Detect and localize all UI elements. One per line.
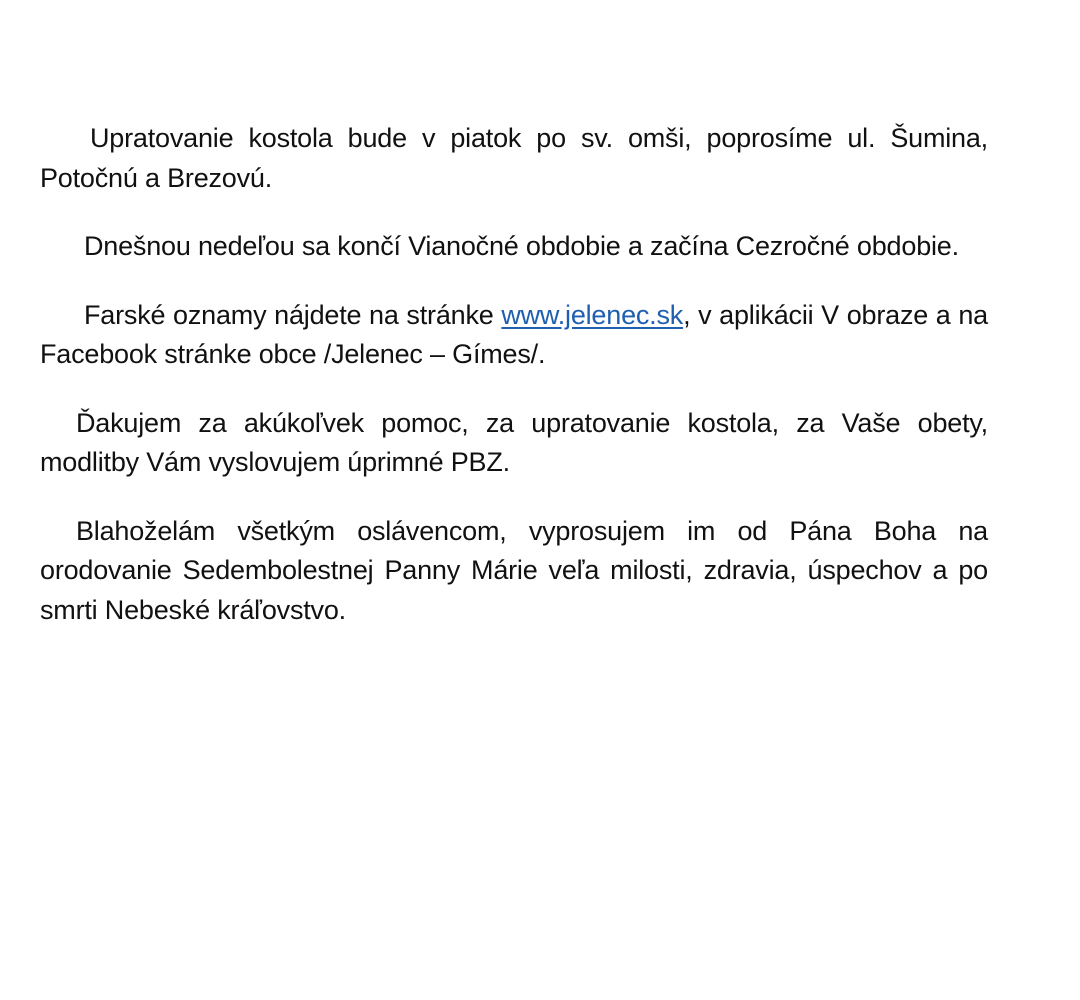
announcements-document	[40, 119, 988, 659]
announcement-where-to-find-text-before: Farské oznamy nájdete na stránke	[84, 299, 502, 330]
announcement-where-to-find	[40, 296, 988, 375]
announcement-thanks: Ďakujem za akúkoľvek pomoc, za upratovanie kostola, za Vaše obety, modlitby Vám vyslovujem úprimné PBZ.	[40, 407, 988, 477]
announcement-congratulations: Blahoželám všetkým oslávencom, vyprosujem im od Pána Boha na orodovanie Sedembolestnej Panny Márie veľa milosti, zdravia, úspechov a po smrti Nebeské kráľovstvo.	[40, 515, 988, 625]
announcement-where-to-find-text-after: , v aplikácii V obraze a na Facebook stránke obce /Jelenec – Gímes/.	[40, 299, 988, 369]
announcement-season: Dnešnou nedeľou sa končí Vianočné obdobie a začína Cezročné obdobie.	[84, 231, 959, 261]
announcement-cleaning: Upratovanie kostola bude v piatok po sv. omši, poprosíme ul. Šumina, Potočnú a Brezovú.	[40, 123, 988, 193]
website-link[interactable]: www.jelenec.sk	[501, 299, 684, 330]
